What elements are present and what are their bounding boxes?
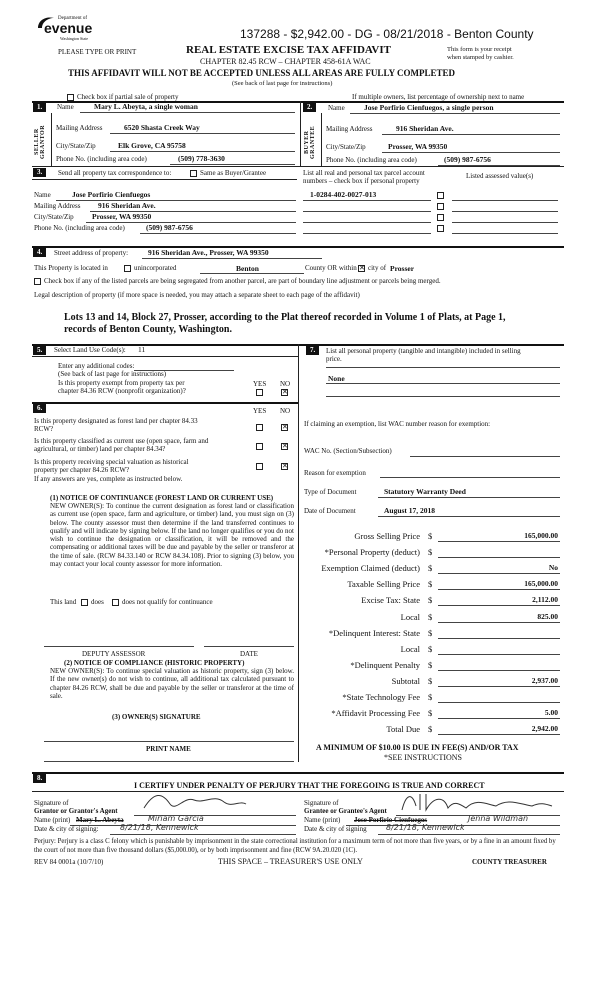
land-does-not-checkbox[interactable]: [112, 599, 119, 606]
section-5-number: 5.: [33, 346, 46, 355]
tax-row-value[interactable]: No: [548, 563, 558, 573]
tax-row-label: Subtotal: [391, 675, 420, 686]
certify-line: I CERTIFY UNDER PENALTY OF PERJURY THAT THE FOREGOING IS TRUE AND CORRECT: [134, 781, 485, 790]
land-does-label: does: [91, 598, 104, 606]
buyer-mailing-label: Mailing Address: [326, 125, 373, 133]
parcel-account-1[interactable]: 1-0284-402-0027-013: [310, 190, 377, 199]
warning-line: THIS AFFIDAVIT WILL NOT BE ACCEPTED UNLESS ALL AREAS ARE FULLY COMPLETED: [68, 68, 456, 78]
grantee-sig-label-1: Signature of: [304, 799, 339, 807]
buyer-side-label: BUYER GRANTEE: [304, 125, 316, 159]
personal-property-label-1: List all personal property (tangible and intangible) included in selling: [326, 347, 521, 355]
tax-row-underline: [438, 686, 560, 687]
grantee-sig-label-2: Grantee or Grantee's Agent: [304, 807, 387, 815]
tax-row-label: *Delinquent Interest: State: [328, 627, 420, 638]
seller-mailing[interactable]: 6520 Shasta Creek Way: [124, 123, 200, 132]
doc-date-label: Date of Document: [304, 507, 356, 515]
grantor-sig-label-2: Grantor or Grantor's Agent: [34, 807, 118, 815]
personal-property-value[interactable]: None: [328, 374, 345, 383]
exempt-yes-checkbox[interactable]: [256, 389, 263, 396]
tax-row-label: Taxable Selling Price: [347, 579, 420, 590]
tax-row-label: *Delinquent Penalty: [350, 659, 420, 670]
multiple-owners-label: If multiple owners, list percentage of ownership next to name: [352, 93, 525, 101]
tax-row-dollar: $: [428, 547, 433, 558]
chapter-line: CHAPTER 82.45 RCW – CHAPTER 458-61A WAC: [200, 57, 371, 66]
tax-row-underline: [438, 541, 560, 542]
seller-city[interactable]: Elk Grove, CA 95758: [118, 141, 186, 150]
grantor-date-label: Date & city of signing:: [34, 825, 99, 833]
treasurer-use-label: THIS SPACE – TREASURER'S USE ONLY: [218, 857, 363, 866]
tax-row-label: *Personal Property (deduct): [324, 547, 420, 558]
this-land-label: This land: [50, 598, 77, 606]
section-2-number: 2.: [303, 103, 316, 112]
assessor-date-label: DATE: [240, 650, 258, 658]
logo-dept: Department of: [58, 16, 88, 21]
tax-row-dollar: $: [428, 595, 433, 606]
seller-mailing-label: Mailing Address: [56, 124, 103, 132]
historic-q-2: property per chapter 84.26 RCW?: [34, 466, 130, 474]
unincorporated-label: unincorporated: [134, 264, 177, 272]
see-instructions-line: *SEE INSTRUCTIONS: [384, 753, 463, 762]
buyer-city-label: City/State/Zip: [326, 143, 366, 151]
grantee-date-label: Date & city of signing: [304, 825, 367, 833]
forest-land-no-checkbox[interactable]: ✕: [282, 423, 288, 431]
seller-name[interactable]: Mary L. Abeyta, a single woman: [94, 102, 198, 111]
forest-land-yes-checkbox[interactable]: [256, 424, 263, 431]
city-value[interactable]: Prosser: [390, 264, 415, 273]
exemption-wac-label: If claiming an exemption, list WAC number reason for exemption:: [304, 420, 491, 428]
s5-yes-header: YES: [253, 380, 267, 388]
grantee-date-handwritten[interactable]: 8/21/18, Kennewick: [386, 823, 465, 832]
grantor-name-handwritten[interactable]: Miriam Garcia: [148, 814, 204, 823]
grantor-sig-label-1: Signature of: [34, 799, 69, 807]
grantee-name-handwritten[interactable]: Jenna Wildman: [468, 814, 529, 823]
within-city-checkbox[interactable]: ✕: [359, 264, 365, 272]
tax-row-value[interactable]: 825.00: [537, 611, 558, 621]
notice-1-title: (1) NOTICE OF CONTINUANCE (FOREST LAND OR CURRENT USE): [50, 494, 274, 502]
same-as-buyer-label: Same as Buyer/Grantee: [200, 169, 267, 177]
tax-row-dollar: $: [428, 563, 433, 574]
see-back: (See back of last page for instructions): [232, 80, 333, 87]
notice-2-body: NEW OWNER(S): To continue special valuation as historic property, sign (3) below. If the new owner(s) do not wish to continue, all additional tax calculated pursuant to chapter 84.26 RCW, shall be due and payable by the seller or transferor at the time of sale.: [50, 667, 294, 700]
section-8-number: 8.: [33, 774, 46, 783]
land-use-code[interactable]: 11: [138, 345, 146, 354]
forest-land-q-2: RCW?: [34, 425, 54, 433]
current-use-yes-checkbox[interactable]: [256, 443, 263, 450]
grantee-signature-icon[interactable]: [396, 790, 556, 814]
tax-row-dollar: $: [428, 692, 433, 702]
tax-row-underline: [438, 702, 560, 703]
unincorporated-checkbox[interactable]: [124, 265, 131, 272]
parcel-2-personal-checkbox[interactable]: [437, 203, 444, 210]
wac-number-label: WAC No. (Section/Subsection): [304, 447, 392, 455]
section-3-number: 3.: [33, 168, 46, 177]
doc-type-label: Type of Document: [304, 488, 357, 496]
tax-row-label: Local: [400, 611, 420, 622]
county-value[interactable]: Benton: [236, 264, 259, 273]
historic-q-1: Is this property receiving special valuation as historical: [34, 458, 189, 466]
s3-city[interactable]: Prosser, WA 99350: [92, 212, 152, 221]
tax-row-dollar: $: [428, 643, 433, 654]
located-label: This Property is located in: [34, 264, 108, 272]
notice-2-title: (2) NOTICE OF COMPLIANCE (HISTORIC PROPERTY): [64, 659, 245, 667]
grantor-date-handwritten[interactable]: 8/21/18, Kennewick: [120, 823, 199, 832]
receipt-line: 137288 - $2,942.00 - DG - 08/21/2018 - Benton County: [240, 27, 534, 41]
grantee-name-print[interactable]: Jose Porfirio Cienfuegos: [354, 816, 428, 824]
tax-row-label: *State Technology Fee: [342, 692, 420, 702]
tax-row-dollar: $: [428, 531, 433, 541]
county-or-label: County OR within: [305, 264, 357, 272]
s6-yes-header: YES: [253, 407, 267, 415]
segregated-label: Check box if any of the listed parcels are being segregated from another parcel, are part of boundary line adjustment or parcels being merged.: [44, 277, 441, 285]
tax-row-dollar: $: [428, 724, 433, 735]
tax-row-label: Local: [400, 643, 420, 654]
legal-description-label: Legal description of property (if more space is needed, you may attach a separate sheet to each page of the affidavit): [34, 291, 360, 299]
tax-row-underline: [438, 654, 560, 655]
grantee-name-label: Name (print): [304, 816, 341, 824]
rev-number: REV 84 0001a (10/7/10): [34, 858, 104, 866]
tax-row-underline: [438, 638, 560, 639]
county-treasurer-label: COUNTY TREASURER: [472, 858, 547, 866]
street-label: Street address of property:: [54, 249, 129, 257]
grantor-name-print[interactable]: Mary L. Abeyta: [76, 816, 124, 824]
tax-row-underline: [438, 734, 560, 735]
personal-property-label-2: price.: [326, 355, 342, 363]
legal-description-line-2[interactable]: records of Benton County, Washington.: [64, 324, 232, 335]
tax-row-dollar: $: [428, 611, 433, 622]
s3-mailing[interactable]: 916 Sheridan Ave.: [98, 201, 156, 210]
parcel-4-personal-checkbox[interactable]: [437, 225, 444, 232]
partial-sale-checkbox[interactable]: [67, 94, 74, 101]
tax-row-label: Exemption Claimed (deduct): [321, 563, 420, 574]
seller-phone-label: Phone No. (including area code): [56, 155, 147, 163]
s5-no-header: NO: [280, 380, 291, 388]
s3-mailing-label: Mailing Address: [34, 202, 81, 210]
tax-row-dollar: $: [428, 659, 433, 670]
seller-city-label: City/State/Zip: [56, 142, 96, 150]
notice-1-body: NEW OWNER(S): To continue the current designation as forest land or classification as current use (open space, farm and agriculture, or timber) land, you must sign on (3) below. The county assessor must then determine if the land transferred continues to qualify and will indicate by signing below. If the land no longer qualifies or you do not wish to continue the designation or classification, it will be removed and the compensating or additional taxes will be due and payable by the seller or transferor at the time of sale. (RCW 84.33.140 or RCW 84.34.108). Prior to signing (3) below, you may contact your local county assessor for more information.: [50, 502, 294, 569]
answers-note: If any answers are yes, complete as instructed below.: [34, 475, 183, 483]
tax-row-dollar: $: [428, 579, 433, 590]
grantor-signature-icon[interactable]: [140, 790, 250, 814]
buyer-name-label: Name: [328, 104, 345, 112]
correspondence-label: Send all property tax correspondence to:: [58, 169, 172, 177]
exemption-reason-label: Reason for exemption: [304, 469, 366, 477]
deputy-assessor-label: DEPUTY ASSESSOR: [82, 650, 146, 658]
forest-land-q-1: Is this property designated as forest land per chapter 84.33: [34, 417, 198, 425]
buyer-phone-label: Phone No. (including area code): [326, 156, 417, 164]
buyer-city[interactable]: Prosser, WA 99350: [388, 142, 448, 151]
exempt-label-1: Is this property exempt from property tax per: [58, 379, 185, 387]
parcel-accounts-label-1: List all real and personal tax parcel account: [303, 169, 425, 177]
s3-name[interactable]: Jose Porfirio Cienfuegos: [72, 190, 151, 199]
current-use-q-2: agricultural, or timber) land per chapter 84.34?: [34, 445, 166, 453]
doc-date[interactable]: August 17, 2018: [384, 506, 436, 515]
tax-row-dollar: $: [428, 675, 433, 686]
receipt-note-2: when stamped by cashier.: [447, 54, 514, 61]
city-of-label: city of: [368, 264, 387, 272]
s3-city-label: City/State/Zip: [34, 213, 74, 221]
buyer-phone[interactable]: (509) 987-6756: [444, 155, 491, 164]
tax-row-value[interactable]: 2,937.00: [531, 675, 558, 685]
print-name-label: PRINT NAME: [146, 745, 191, 753]
buyer-name[interactable]: Jose Porfirio Cienfuegos, a single person: [364, 103, 494, 112]
parcel-1-personal-checkbox[interactable]: [437, 192, 444, 199]
s3-name-label: Name: [34, 191, 51, 199]
partial-sale-label: Check box if partial sale of property: [77, 93, 179, 101]
tax-row-value[interactable]: 5.00: [544, 708, 558, 718]
dept-revenue-logo: [36, 10, 98, 46]
tax-row-value[interactable]: 165,000.00: [524, 531, 558, 540]
tax-row-value[interactable]: 165,000.00: [524, 579, 558, 589]
logo-state: Washington State: [60, 36, 89, 41]
tax-row-underline: [438, 557, 560, 558]
exempt-label-2: chapter 84.36 RCW (nonprofit organization)?: [58, 387, 186, 395]
tax-row-value[interactable]: 2,942.00: [531, 724, 558, 734]
additional-codes-label: Enter any additional codes:: [58, 362, 135, 370]
land-use-label: Select Land Use Code(s):: [54, 346, 126, 354]
tax-row-underline: [438, 573, 560, 574]
historic-yes-checkbox[interactable]: [256, 463, 263, 470]
tax-row-value[interactable]: 2,112.00: [532, 595, 558, 605]
seller-phone[interactable]: (509) 778-3630: [178, 154, 225, 163]
legal-description-line-1[interactable]: Lots 13 and 14, Block 27, Prosser, according to the Plat thereof recorded in Volume 1 of Plats, at Page 1,: [64, 312, 506, 323]
please-type: PLEASE TYPE OR PRINT: [58, 48, 137, 56]
section-6-number: 6.: [33, 404, 46, 413]
grantor-name-label: Name (print): [34, 816, 71, 824]
s3-phone[interactable]: (509) 987-6756: [146, 223, 193, 232]
land-does-not-label: does not qualify for continuance: [122, 598, 213, 606]
logo-text: evenue: [44, 20, 93, 36]
tax-row-dollar: $: [428, 708, 433, 719]
current-use-q-1: Is this property classified as current use (open space, farm and: [34, 437, 209, 445]
tax-row-underline: [438, 622, 560, 623]
doc-type[interactable]: Statutory Warranty Deed: [384, 487, 466, 496]
current-use-no-checkbox[interactable]: ✕: [282, 442, 288, 450]
section-7-number: 7.: [306, 346, 319, 355]
minimum-due-line: A MINIMUM OF $10.00 IS DUE IN FEE(S) AND/OR TAX: [316, 743, 519, 752]
assessed-values-label: Listed assessed value(s): [466, 172, 534, 180]
tax-row-dollar: $: [428, 627, 433, 638]
owner-signature-label: (3) OWNER(S) SIGNATURE: [112, 713, 201, 721]
receipt-note-1: This form is your receipt: [447, 46, 512, 53]
additional-codes-note: (See back of last page for instructions): [58, 370, 167, 378]
tax-row-underline: [438, 670, 560, 671]
parcel-accounts-label-2: numbers – check box if personal property: [303, 177, 420, 185]
historic-no-checkbox[interactable]: ✕: [282, 462, 288, 470]
section-1-number: 1.: [33, 103, 46, 112]
land-does-checkbox[interactable]: [81, 599, 88, 606]
tax-row-label: *Affidavit Processing Fee: [331, 708, 420, 719]
tax-row-underline: [438, 718, 560, 719]
s3-phone-label: Phone No. (including area code): [34, 224, 125, 232]
same-as-buyer-checkbox[interactable]: [190, 170, 197, 177]
street-address[interactable]: 916 Sheridan Ave., Prosser, WA 99350: [148, 248, 269, 257]
tax-row-label: Excise Tax: State: [361, 595, 420, 606]
tax-row-label: Gross Selling Price: [354, 531, 420, 541]
seller-side-label: SELLER GRANTOR: [34, 124, 46, 160]
exempt-no-checkbox[interactable]: ✕: [282, 388, 288, 396]
perjury-notice: Perjury: Perjury is a class C felony which is punishable by imprisonment in the state correctional institution for a maximum term of not more than five years, or by a fine in an amount fixed by the court of not more than five thousand dollars ($5,000.00), or by both imprisonment and fine (RCW 9A.20.020 (1C).: [34, 838, 556, 854]
form-title: REAL ESTATE EXCISE TAX AFFIDAVIT: [186, 44, 391, 56]
segregated-checkbox[interactable]: [34, 278, 41, 285]
tax-row-label: Total Due: [386, 724, 420, 735]
s6-no-header: NO: [280, 407, 291, 415]
seller-name-label: Name: [57, 103, 74, 111]
buyer-mailing[interactable]: 916 Sheridan Ave.: [396, 124, 454, 133]
parcel-3-personal-checkbox[interactable]: [437, 214, 444, 221]
section-4-number: 4.: [33, 248, 46, 257]
tax-row-underline: [438, 589, 560, 590]
tax-row-underline: [438, 605, 560, 606]
